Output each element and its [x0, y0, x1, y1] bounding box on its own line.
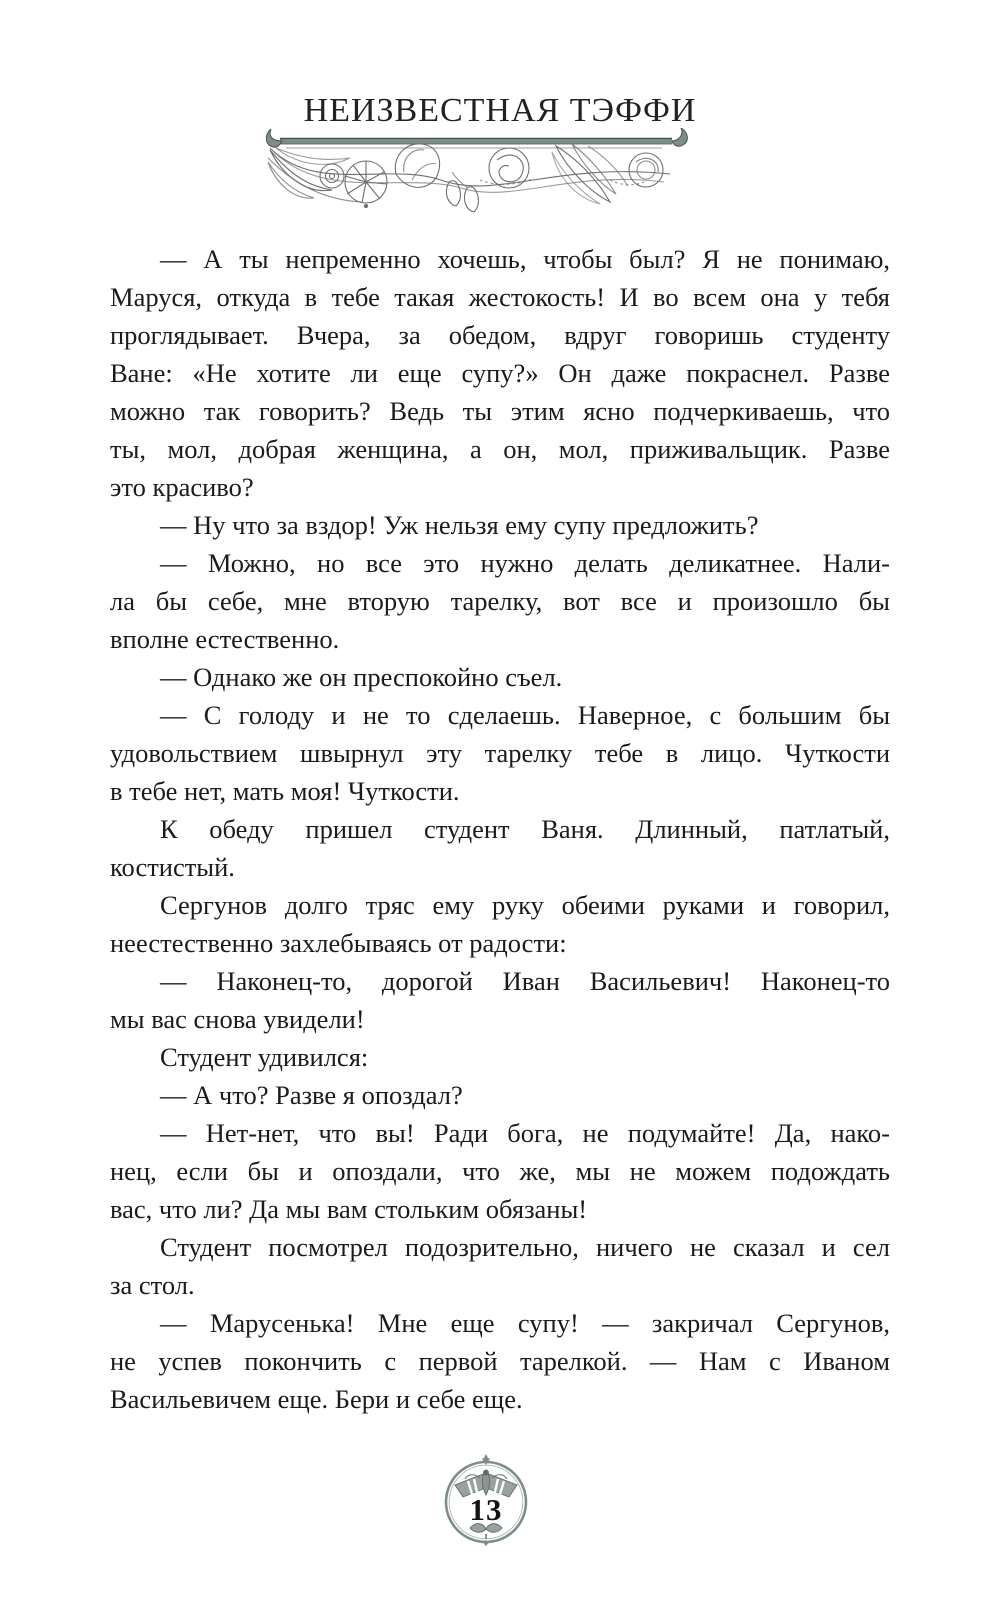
text-line: — Однако же он преспокойно съел. [160, 662, 563, 692]
text-line: — Ну что за вздор! Уж нельзя ему супу предложить? [160, 510, 759, 540]
text-line: — С голоду и не то сделаешь. Наверное, с большим бы [160, 700, 890, 730]
text-line: Сергунов долго тряс ему руку обеими руками и говорил, [160, 890, 890, 920]
text-line: проглядывает. Вчера, за обедом, вдруг говоришь студенту [110, 320, 890, 350]
text-line: мы вас снова увидели! [110, 1004, 365, 1034]
text-line: ты, мол, добрая женщина, а он, мол, приживальщик. Разве [110, 434, 890, 464]
text-line: — Можно, но все это нужно делать деликатнее. Нали- [160, 548, 890, 578]
text-line: Ване: «Не хотите ли еще супу?» Он даже покраснел. Разве [110, 358, 890, 388]
series-title: НЕИЗВЕСТНАЯ ТЭФФИ [303, 92, 697, 129]
text-line: Студент посмотрел подозрительно, ничего не сказал и сел [160, 1232, 890, 1262]
text-line: вас, что ли? Да мы вам стольким обязаны! [110, 1194, 588, 1224]
text-line: Васильевичем еще. Бери и себе еще. [110, 1384, 523, 1414]
text-line: — А ты непременно хочешь, чтобы был? Я не понимаю, [160, 244, 890, 274]
text-line: можно так говорить? Ведь ты этим ясно подчеркиваешь, что [110, 396, 890, 426]
header-ornament-drawing [266, 128, 690, 220]
page-number: 13 [469, 1492, 503, 1527]
text-line: К обеду пришел студент Ваня. Длинный, патлатый, [160, 814, 890, 844]
text-line: ла бы себе, мне вторую тарелку, вот все и произошло бы [110, 586, 890, 616]
text-line: вполне естественно. [110, 624, 340, 654]
text-line: в тебе нет, мать моя! Чуткости. [110, 776, 460, 806]
page-text [110, 240, 890, 1418]
text-line: Студент удивился: [160, 1042, 369, 1072]
text-line: костистый. [110, 852, 235, 882]
text-line: нец, если бы и опоздали, что же, мы не можем подождать [110, 1156, 890, 1186]
text-line: — Наконец-то, дорогой Иван Васильевич! Наконец-то [160, 966, 890, 996]
text-line: Маруся, откуда в тебе такая жестокость! И во всем она у тебя [110, 282, 890, 312]
text-line: не успев покончить с первой тарелкой. — Нам с Иваном [110, 1346, 890, 1376]
header-ornament [266, 128, 690, 220]
text-line: — Нет-нет, что вы! Ради бога, не подумайте! Да, нако- [160, 1118, 890, 1148]
text-line: — Марусенька! Мне еще супу! — закричал Сергунов, [160, 1308, 890, 1338]
text-line: это красиво? [110, 472, 254, 502]
text-line: за стол. [110, 1270, 195, 1300]
text-line: — А что? Разве я опоздал? [160, 1080, 463, 1110]
text-line: удовольствием швырнул эту тарелку тебе в лицо. Чуткости [110, 738, 890, 768]
page-number-medallion [442, 1452, 530, 1546]
text-line: неестественно захлебываясь от радости: [110, 928, 567, 958]
